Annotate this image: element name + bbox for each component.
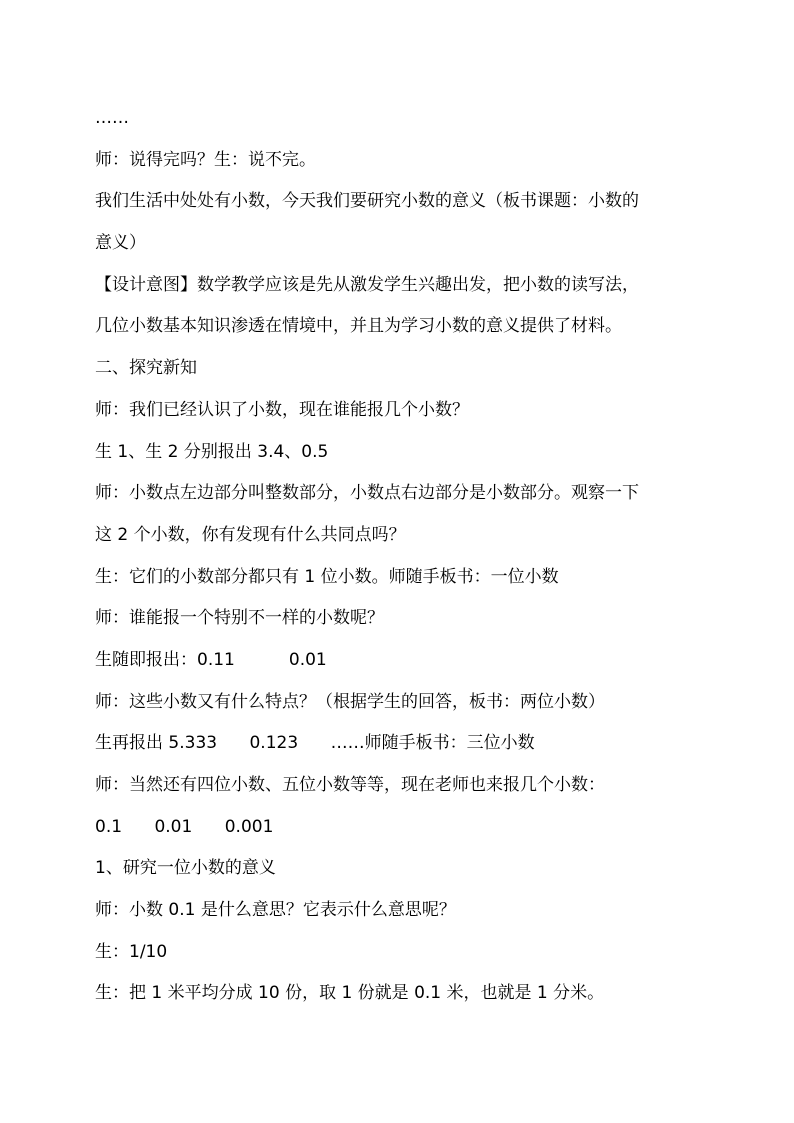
dialogue-line: 生：它们的小数部分都只有 1 位小数。师随手板书：一位小数 xyxy=(95,566,559,587)
dialogue-line: 师：这些小数又有什么特点？（根据学生的回答，板书：两位小数） xyxy=(95,691,605,712)
dialogue-line: 师：说得完吗？生：说不完。 xyxy=(95,149,316,170)
dialogue-line: 师：小数 0.1 是什么意思？它表示什么意思呢？ xyxy=(95,900,456,921)
dialogue-line: 师：我们已经认识了小数，现在谁能报几个小数？ xyxy=(95,399,469,420)
dialogue-line: 生随即报出：0.11 0.01 xyxy=(95,649,327,670)
dialogue-line: 师：谁能报一个特别不一样的小数呢？ xyxy=(95,608,384,629)
dialogue-line: 生：把 1 米平均分成 10 份，取 1 份就是 0.1 米，也就是 1 分米。 xyxy=(95,983,605,1004)
subsection-heading: 1、研究一位小数的意义 xyxy=(95,858,276,879)
dialogue-line: 师：当然还有四位小数、五位小数等等，现在老师也来报几个小数： xyxy=(95,775,605,795)
dialogue-line: 生再报出 5.333 0.123 ……师随手板书：三位小数 xyxy=(95,733,535,754)
design-intent-line: 几位小数基本知识渗透在情境中，并且为学习小数的意义提供了材料。 xyxy=(95,316,622,337)
paragraph-line: 意义） xyxy=(95,233,146,254)
example-numbers-line: 0.1 0.01 0.001 xyxy=(95,816,274,837)
paragraph-line: 我们生活中处处有小数，今天我们要研究小数的意义（板书课题：小数的 xyxy=(95,191,639,212)
dialogue-line: 生 1、生 2 分别报出 3.4、0.5 xyxy=(95,441,329,462)
design-intent-line: 【设计意图】数学教学应该是先从激发学生兴趣出发，把小数的读写法， xyxy=(95,274,639,295)
section-heading: 二、探究新知 xyxy=(95,358,197,379)
dialogue-line: 这 2 个小数，你有发现有什么共同点吗？ xyxy=(95,524,406,545)
dialogue-line: 生：1/10 xyxy=(95,941,168,962)
document-body xyxy=(95,98,705,1015)
ellipsis-line: …… xyxy=(95,108,129,128)
dialogue-line: 师：小数点左边部分叫整数部分，小数点右边部分是小数部分。观察一下 xyxy=(95,483,639,504)
